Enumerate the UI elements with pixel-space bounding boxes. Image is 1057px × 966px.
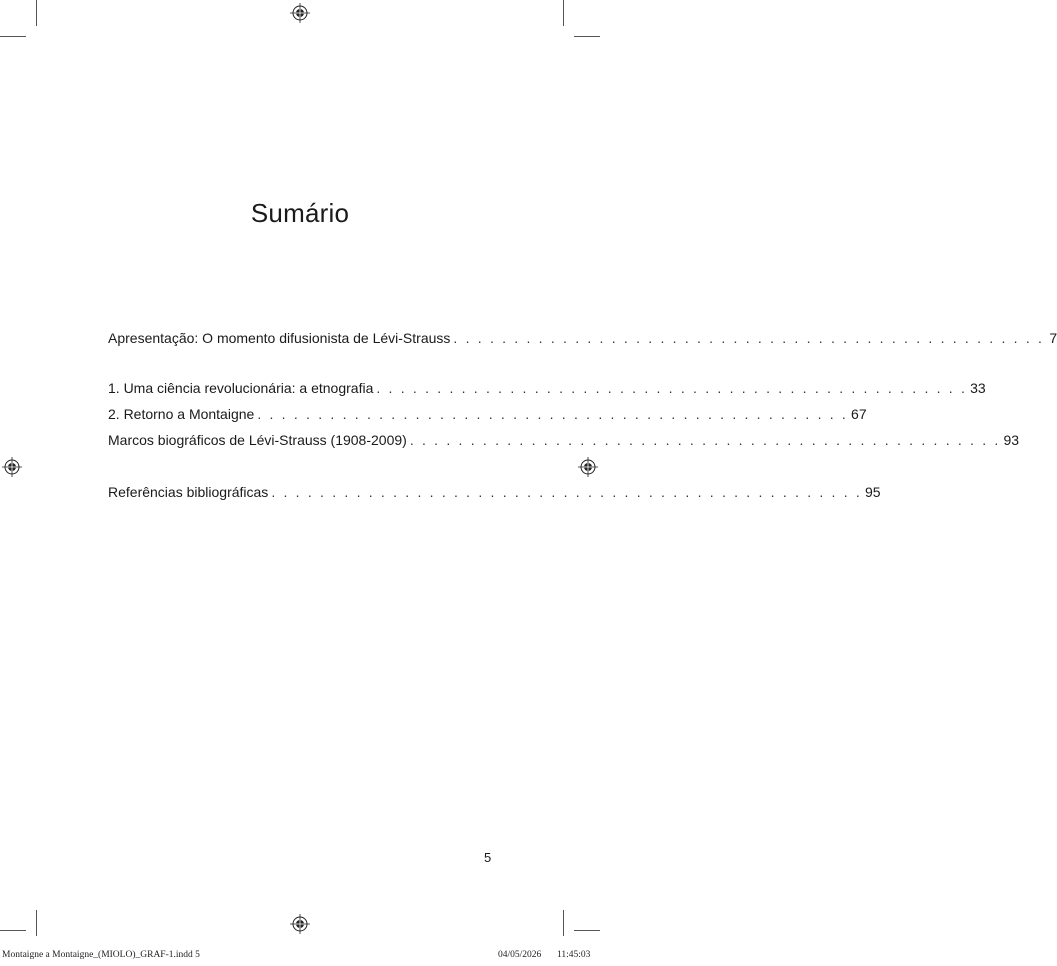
toc-leader-dots: . . . . . . . . . . . . . . . . . . . . . . . . . . . . . . . . . . . . . . . . . . . . . . . . . [409,432,1001,448]
toc-leader-dots: . . . . . . . . . . . . . . . . . . . . . . . . . . . . . . . . . . . . . . . . . . . . . . . . . [376,380,968,396]
toc-entry [108,432,1020,448]
toc-entry-page: 33 [970,380,986,396]
registration-mark-top-icon [290,3,310,23]
crop-mark-bottom-right-h [574,930,600,931]
crop-mark-bottom-right [563,910,564,936]
crop-mark-top-left [36,0,37,26]
toc-entry-page: 93 [1003,432,1020,448]
toc-entry-label: Referências bibliográficas [108,484,269,500]
slug-filename: Montaigne a Montaigne_(MIOLO)_GRAF-1.indd 5 [2,950,200,960]
crop-mark-bottom-left [36,910,37,936]
registration-mark-right-icon [578,457,598,477]
toc-entry-page: 67 [851,406,867,422]
page-title: Sumário [250,198,350,228]
registration-mark-bottom-icon [290,914,310,934]
toc-entry-label: 2. Retorno a Montaigne [108,406,255,422]
crop-mark-bottom-left-h [0,930,26,931]
toc-entry [108,330,1057,346]
toc-leader-dots: . . . . . . . . . . . . . . . . . . . . . . . . . . . . . . . . . . . . . . . . . . . . . . . . . [271,484,863,500]
slug-date: 04/05/2026 [498,950,542,960]
toc-entry-page: 7 [1049,330,1057,346]
toc-leader-dots: . . . . . . . . . . . . . . . . . . . . . . . . . . . . . . . . . . . . . . . . . . . . . . . . . [453,330,1045,346]
toc-entry-label: Apresentação: O momento difusionista de Lévi-Strauss [108,330,451,346]
toc-entry [108,380,986,396]
page-number: 5 [484,850,492,865]
toc-entry-label: Marcos biográficos de Lévi-Strauss (1908-2009) [108,432,407,448]
crop-mark-top-right-h [574,36,600,37]
toc-entry [108,406,867,422]
toc-leader-dots: . . . . . . . . . . . . . . . . . . . . . . . . . . . . . . . . . . . . . . . . . . . . . . . . . [257,406,849,422]
toc-entry-label: 1. Uma ciência revolucionária: a etnografia [108,380,374,396]
toc-entry [108,484,881,500]
toc-entry-page: 95 [865,484,881,500]
crop-mark-top-left-h [0,36,26,37]
registration-mark-left-icon [2,457,22,477]
crop-mark-top-right [563,0,564,26]
slug-time: 11:45:03 [557,950,591,960]
